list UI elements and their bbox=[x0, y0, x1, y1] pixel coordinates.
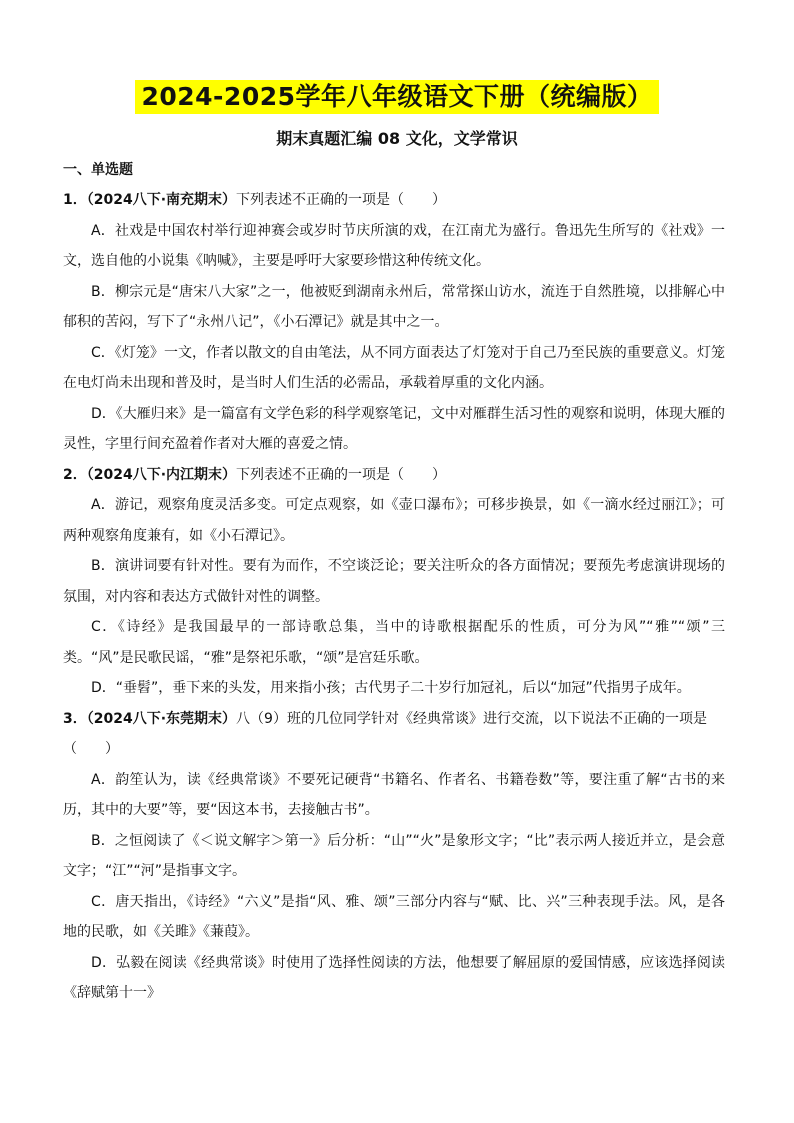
question-source: （2024八下·东莞期末） bbox=[86, 710, 237, 727]
question-text: 下列表述不正确的一项是（ ） bbox=[236, 466, 447, 483]
page-subtitle: 期末真题汇编 08 文化，文学常识 bbox=[276, 129, 518, 148]
option-c: C．《诗经》是我国最早的一部诗歌总集，当中的诗歌根据配乐的性质，可分为风”“雅”“颂”三类。“风”是民歌民谣，“雅”是祭祀乐歌，“颂”是宫廷乐歌。 bbox=[63, 619, 725, 666]
question-3 bbox=[63, 704, 725, 1009]
question-stem bbox=[63, 185, 725, 216]
question-1 bbox=[63, 185, 725, 460]
question-number: 1． bbox=[63, 192, 87, 208]
option-a: A．游记，观察角度灵活多变。可定点观察，如《壶口瀑布》；可移步换景，如《一滴水经过丽江》；可两种观察角度兼有，如《小石潭记》。 bbox=[63, 497, 725, 544]
questions-list bbox=[63, 185, 725, 1009]
option-d: D．“垂髫”，垂下来的头发，用来指小孩；古代男子二十岁行加冠礼，后以“加冠”代指男子成年。 bbox=[91, 680, 691, 696]
option-b: B．柳宗元是“唐宋八大家”之一，他被贬到湖南永州后，常常探山访水，流连于自然胜境，以排解心中郁积的苦闷，写下了“永州八记”，《小石潭记》就是其中之一。 bbox=[63, 283, 725, 330]
option-b: B．演讲词要有针对性。要有为而作，不空谈泛论；要关注听众的各方面情况；要预先考虑演讲现场的氛围，对内容和表达方式做针对性的调整。 bbox=[63, 558, 725, 605]
question-source: （2024八下·内江期末） bbox=[86, 466, 237, 483]
option-a: A．韵笙认为，读《经典常谈》不要死记硬背“书籍名、作者名、书籍卷数”等，要注重了解“古书的来历，其中的大要”等，要“因这本书，去接触古书”。 bbox=[63, 771, 725, 818]
option-c: C．唐天指出，《诗经》“六义”是指“风、雅、颂”三部分内容与“赋、比、兴”三种表现手法。风，是各地的民歌，如《关雎》《蒹葭》。 bbox=[63, 893, 725, 940]
option-a: A．社戏是中国农村举行迎神赛会或岁时节庆所演的戏，在江南尤为盛行。鲁迅先生所写的《社戏》一文，选自他的小说集《呐喊》，主要是呼吁大家要珍惜这种传统文化。 bbox=[63, 222, 725, 269]
question-number: 2． bbox=[63, 466, 87, 483]
option-d: D．《大雁归来》是一篇富有文学色彩的科学观察笔记，文中对雁群生活习性的观察和说明，体现大雁的灵性，字里行间充盈着作者对大雁的喜爱之情。 bbox=[63, 405, 725, 452]
option-d: D．弘毅在阅读《经典常谈》时使用了选择性阅读的方法，他想要了解屈原的爱国情感，应该选择阅读《辞赋第十一》 bbox=[63, 954, 725, 1001]
question-stem bbox=[63, 460, 725, 491]
question-text: 八（9）班的几位同学针对《经典常谈》进行交流，以下说法不正确的一项是（ ） bbox=[63, 710, 707, 757]
option-b: B．之恒阅读了《＜说文解字＞第一》后分析：“山”“火”是象形文字；“比”表示两人接近并立，是会意文字；“江”“河”是指事文字。 bbox=[63, 832, 725, 879]
page-title: 2024-2025学年八年级语文下册（统编版） bbox=[135, 80, 658, 114]
section-heading: 一、单选题 bbox=[63, 162, 133, 178]
title-block bbox=[0, 80, 794, 114]
question-stem bbox=[63, 704, 725, 765]
question-source: （2024八下·南充期末） bbox=[86, 192, 237, 208]
question-2 bbox=[63, 460, 725, 704]
option-c: C．《灯笼》一文，作者以散文的自由笔法，从不同方面表达了灯笼对于自己乃至民族的重要意义。灯笼在电灯尚未出现和普及时，是当时人们生活的必需品，承载着厚重的文化内涵。 bbox=[63, 344, 725, 391]
question-number: 3． bbox=[63, 710, 87, 727]
question-text: 下列表述不正确的一项是（ ） bbox=[236, 192, 447, 208]
